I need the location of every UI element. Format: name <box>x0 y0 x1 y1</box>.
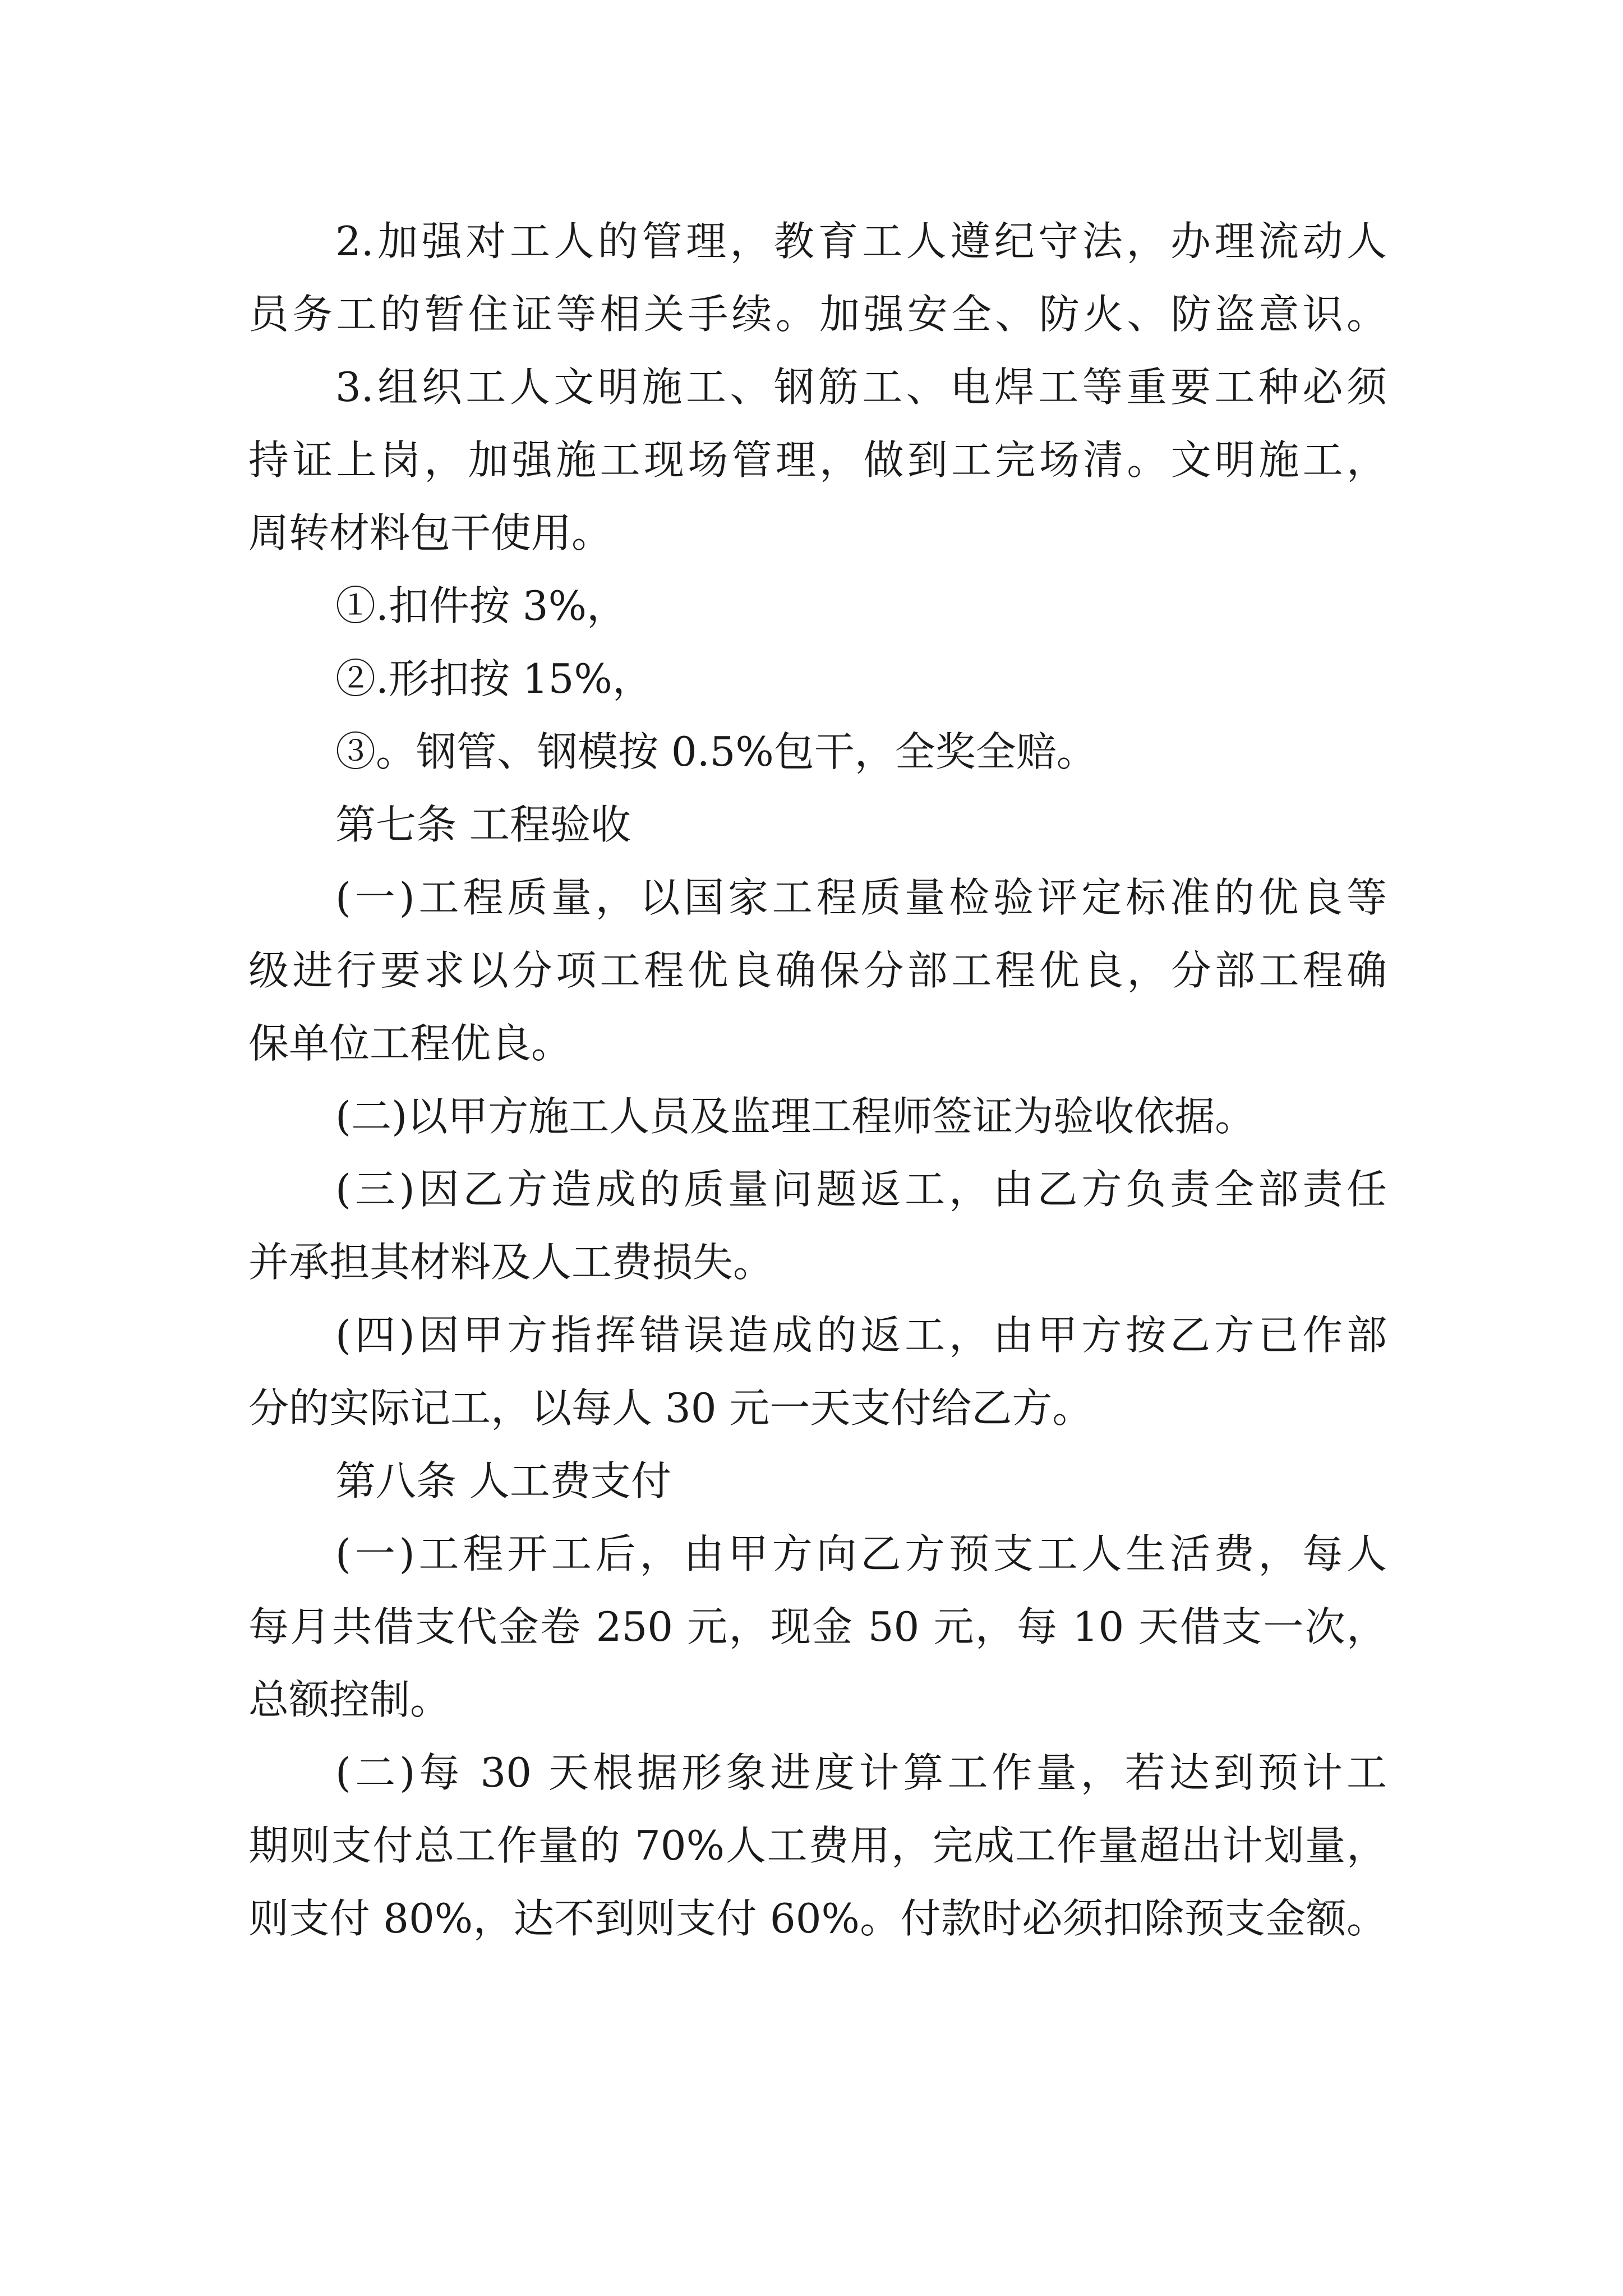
text-line: 持证上岗，加强施工现场管理，做到工完场清。文明施工， <box>248 436 1387 484</box>
text-line: 总额控制。 <box>248 1676 451 1723</box>
text-line: 2.加强对工人的管理，教育工人遵纪守法，办理流动人 <box>335 218 1387 265</box>
text-line: (一)工程开工后，由甲方向乙方预支工人生活费，每人 <box>335 1530 1387 1577</box>
list-item: ③。钢管、钢模按 0.5%包干，全奖全赔。 <box>335 728 1097 775</box>
list-item: ①.扣件按 3%， <box>335 582 627 629</box>
text-line: 保单位工程优良。 <box>248 1020 572 1067</box>
text-line: 期则支付总工作量的 70%人工费用，完成工作量超出计划量， <box>248 1822 1387 1869</box>
text-line: (一)工程质量，以国家工程质量检验评定标准的优良等 <box>335 874 1387 921</box>
text-line: 员务工的暂住证等相关手续。加强安全、防火、防盗意识。 <box>248 291 1387 338</box>
text-line: (二)每 30 天根据形象进度计算工作量，若达到预计工 <box>335 1749 1387 1796</box>
text-line: (二)以甲方施工人员及监理工程师签证为验收依据。 <box>335 1093 1256 1140</box>
section-heading: 第八条 人工费支付 <box>335 1457 671 1504</box>
text-line: 分的实际记工，以每人 30 元一天支付给乙方。 <box>248 1384 1093 1432</box>
text-line: 并承担其材料及人工费损失。 <box>248 1239 774 1286</box>
text-line: 每月共借支代金卷 250 元，现金 50 元，每 10 天借支一次， <box>248 1603 1387 1650</box>
text-line: (四)因甲方指挥错误造成的返工，由甲方按乙方已作部 <box>335 1312 1387 1359</box>
text-line: 周转材料包干使用。 <box>248 509 612 556</box>
text-line: 级进行要求以分项工程优良确保分部工程优良，分部工程确 <box>248 947 1387 994</box>
text-line: 则支付 80%，达不到则支付 60%。付款时必须扣除预支金额。 <box>248 1895 1387 1942</box>
section-heading: 第七条 工程验收 <box>335 801 631 848</box>
document-body <box>248 205 1387 1955</box>
list-item: ②.形扣按 15%， <box>335 655 653 702</box>
text-line: (三)因乙方造成的质量问题返工，由乙方负责全部责任 <box>335 1166 1387 1213</box>
text-line: 3.组织工人文明施工、钢筋工、电焊工等重要工种必须 <box>335 364 1387 411</box>
